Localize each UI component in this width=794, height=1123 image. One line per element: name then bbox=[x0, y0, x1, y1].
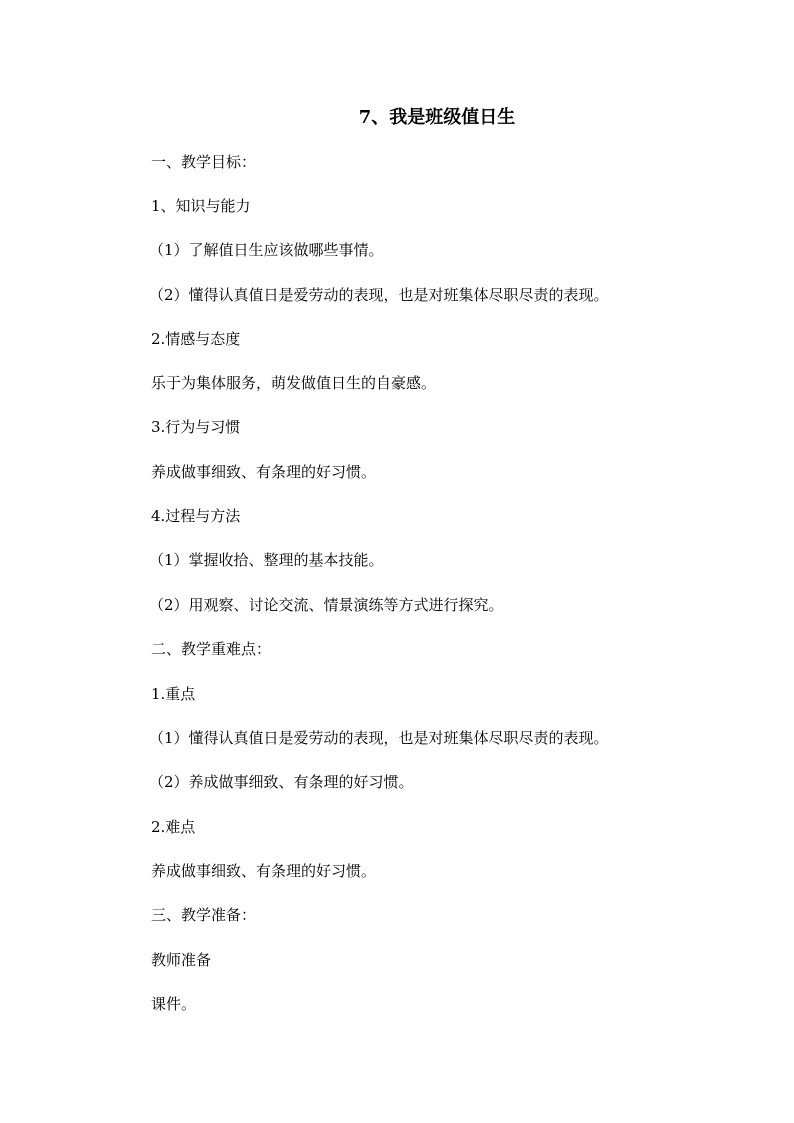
paragraph: 养成做事细致、有条理的好习惯。 bbox=[151, 463, 377, 481]
subheading-emotion-attitude: 2.情感与态度 bbox=[151, 330, 241, 348]
subheading-teacher-preparation: 教师准备 bbox=[151, 951, 212, 969]
list-item: （1）掌握收拾、整理的基本技能。 bbox=[149, 551, 384, 569]
section-heading-key-points: 二、教学重难点： bbox=[151, 640, 272, 658]
subheading-difficulty: 2.难点 bbox=[151, 818, 196, 836]
subheading-process-method: 4.过程与方法 bbox=[151, 507, 241, 525]
list-item: （2）用观察、讨论交流、情景演练等方式进行探究。 bbox=[149, 596, 504, 614]
subheading-behavior-habits: 3.行为与习惯 bbox=[151, 418, 241, 436]
document-title: 7、我是班级值日生 bbox=[358, 107, 516, 128]
list-item: （2）养成做事细致、有条理的好习惯。 bbox=[149, 773, 414, 791]
list-item: （1）了解值日生应该做哪些事情。 bbox=[149, 241, 384, 259]
paragraph: 课件。 bbox=[151, 995, 197, 1013]
subheading-knowledge-ability: 1、知识与能力 bbox=[151, 197, 251, 215]
list-item: （2）懂得认真值日是爱劳动的表现，也是对班集体尽职尽责的表现。 bbox=[149, 286, 609, 304]
section-heading-preparation: 三、教学准备： bbox=[151, 906, 257, 924]
list-item: （1）懂得认真值日是爱劳动的表现，也是对班集体尽职尽责的表现。 bbox=[149, 729, 609, 747]
paragraph: 乐于为集体服务，萌发做值日生的自豪感。 bbox=[151, 374, 437, 392]
paragraph: 养成做事细致、有条理的好习惯。 bbox=[151, 862, 377, 880]
section-heading-objectives: 一、教学目标： bbox=[151, 153, 257, 171]
subheading-key-point: 1.重点 bbox=[151, 685, 196, 703]
